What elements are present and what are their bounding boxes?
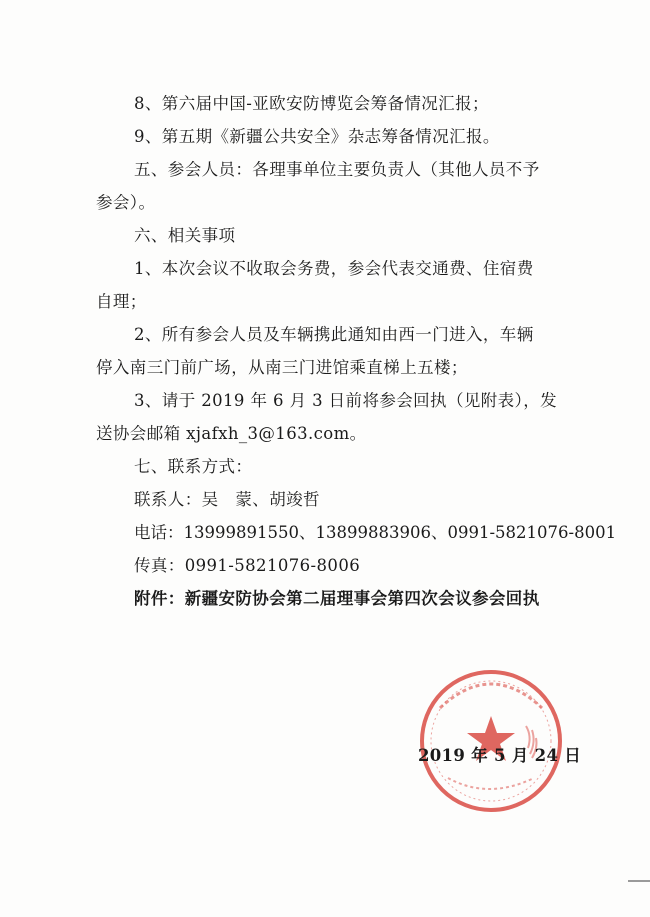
document-date: 2019 年 5 月 24 日	[418, 746, 582, 765]
contact-fax: 传真：0991-5821076-8006	[134, 556, 361, 575]
agenda-item-8: 8、第六届中国-亚欧安防博览会筹备情况汇报；	[134, 94, 489, 113]
scan-mark	[628, 880, 650, 882]
section-attendees: 五、参会人员：各理事单位主要负责人（其他人员不予	[134, 160, 540, 179]
contact-persons: 联系人：吴 蒙、胡竣哲	[134, 490, 320, 509]
matter-1-cont: 自理；	[96, 292, 147, 311]
matter-2: 2、所有参会人员及车辆携此通知由西一门进入，车辆	[134, 325, 534, 344]
attachment-line: 附件：新疆安防协会第二届理事会第四次会议参会回执	[134, 589, 540, 608]
matter-2-cont: 停入南三门前广场，从南三门进馆乘直梯上五楼；	[96, 358, 468, 377]
section-matters-heading: 六、相关事项	[134, 226, 236, 245]
contact-phone: 电话：13999891550、13899883906、0991-5821076-8001	[134, 523, 617, 542]
matter-1: 1、本次会议不收取会务费，参会代表交通费、住宿费	[134, 259, 534, 278]
section-attendees-cont: 参会）。	[96, 193, 156, 212]
agenda-item-9: 9、第五期《新疆公共安全》杂志筹备情况汇报。	[134, 127, 500, 146]
matter-3-cont: 送协会邮箱 xjafxh_3@163.com。	[96, 424, 367, 443]
official-seal-stamp	[418, 668, 564, 814]
matter-3: 3、请于 2019 年 6 月 3 日前将参会回执（见附表），发	[134, 391, 558, 410]
section-contact-heading: 七、联系方式：	[134, 457, 253, 476]
